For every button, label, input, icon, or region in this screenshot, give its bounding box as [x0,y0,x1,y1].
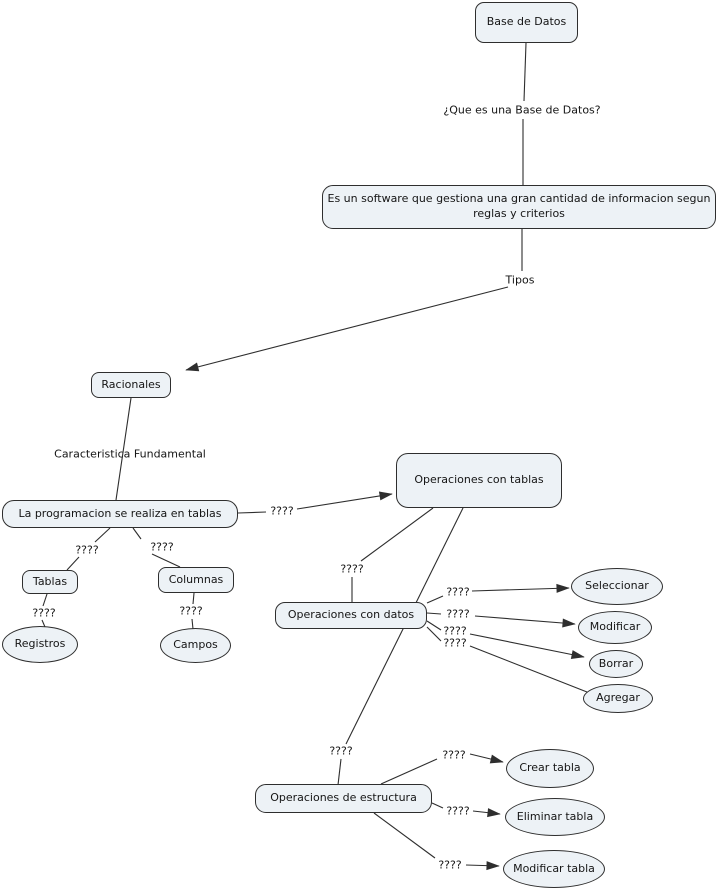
edge-tablas-q4 [43,594,47,606]
node-crear-tabla[interactable]: Crear tabla [506,749,594,788]
link-label-caracteristica-fundamental[interactable]: Caracteristica Fundamental [54,447,206,461]
node-eliminar-tabla[interactable]: Eliminar tabla [505,798,605,836]
edge-opdatos-q8 [427,613,441,614]
link-label-q6[interactable]: ???? [340,562,364,576]
node-operaciones-con-datos[interactable]: Operaciones con datos [275,602,427,629]
edge-opestructura-q14 [374,813,435,858]
edge-tipos-racionales [186,287,508,370]
node-campos[interactable]: Campos [160,628,231,663]
edge-q13-eliminartabla [473,811,500,814]
edge-q14-modificartabla [466,865,499,866]
edge-programacion-q1 [238,512,266,513]
node-definicion[interactable]: Es un software que gestiona una gran cantidad de informacion segun reglas y criterios [322,185,716,229]
link-label-q12[interactable]: ???? [442,748,466,762]
node-operaciones-con-tablas[interactable]: Operaciones con tablas [396,453,562,508]
link-label-q8[interactable]: ???? [446,607,470,621]
edge-q7-seleccionar [472,588,569,591]
edge-basedatos-quees [524,43,526,101]
edge-optablas-q6 [361,508,433,561]
link-label-q11[interactable]: ???? [329,744,353,758]
node-tablas[interactable]: Tablas [22,570,78,594]
link-label-q14[interactable]: ???? [438,858,462,872]
link-label-q2[interactable]: ???? [75,543,99,557]
edge-q1-optablas [297,494,392,509]
link-label-q3[interactable]: ???? [150,540,174,554]
node-racionales[interactable]: Racionales [91,372,171,398]
node-borrar[interactable]: Borrar [589,650,643,678]
edge-opestructura-q12 [381,759,437,784]
link-label-q9[interactable]: ???? [443,624,467,638]
link-label-q5[interactable]: ???? [179,604,203,618]
edge-q10-agregar [470,646,587,692]
link-label-q13[interactable]: ???? [446,804,470,818]
edge-opdatos-q7 [427,596,443,603]
node-agregar[interactable]: Agregar [583,684,653,713]
edge-q11-opestructura [338,759,341,785]
edge-q2-tablas [67,557,79,570]
node-operaciones-de-estructura[interactable]: Operaciones de estructura [255,784,432,813]
node-registros[interactable]: Registros [2,626,78,663]
edge-q3-columnas [152,554,180,567]
link-label-q7[interactable]: ???? [446,585,470,599]
edge-q8-modificar [475,616,575,624]
link-label-q4[interactable]: ???? [32,606,56,620]
link-label-q10[interactable]: ???? [443,636,467,650]
node-seleccionar[interactable]: Seleccionar [571,568,663,605]
edge-programacion-q2 [95,528,110,542]
edge-q9-borrar [470,634,584,657]
edge-columnas-q5 [193,593,194,604]
node-columnas[interactable]: Columnas [158,567,234,593]
link-label-que-es[interactable]: ¿Que es una Base de Datos? [443,103,601,117]
node-modificar[interactable]: Modificar [578,611,652,644]
node-programacion[interactable]: La programacion se realiza en tablas [2,500,238,528]
edge-q12-creartabla [470,754,503,762]
node-modificar-tabla[interactable]: Modificar tabla [503,850,605,888]
link-label-tipos[interactable]: Tipos [505,273,535,287]
edge-opestructura-q13 [432,803,443,808]
node-base-de-datos[interactable]: Base de Datos [475,2,578,43]
edge-programacion-q3 [133,528,141,539]
link-label-q1[interactable]: ???? [270,504,294,518]
